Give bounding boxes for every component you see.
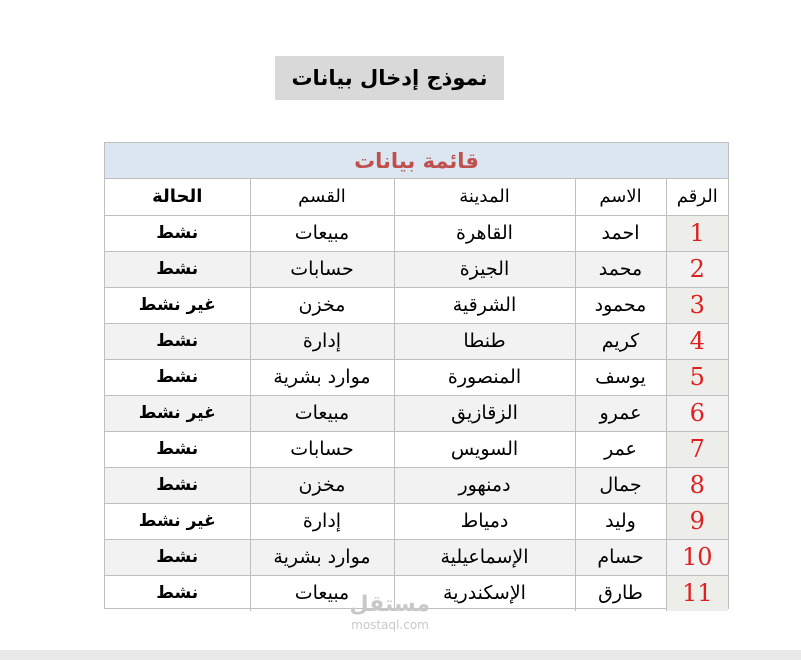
table-row: [105, 323, 728, 359]
cell-city: السويس: [394, 431, 575, 467]
cell-name: عمرو: [575, 395, 666, 431]
table-caption: قائمة بيانات: [105, 143, 728, 179]
cell-city: طنطا: [394, 323, 575, 359]
header-number: الرقم: [666, 179, 728, 215]
cell-name: حسام: [575, 539, 666, 575]
cell-city: الإسكندرية: [394, 575, 575, 611]
cell-name: محمود: [575, 287, 666, 323]
cell-department: مخزن: [250, 467, 394, 503]
cell-number: 8: [666, 467, 728, 503]
cell-status: غير نشط: [105, 287, 250, 323]
cell-city: الشرقية: [394, 287, 575, 323]
cell-name: محمد: [575, 251, 666, 287]
table-row: [105, 431, 728, 467]
watermark-arabic: مستقل: [349, 592, 430, 617]
header-status: الحالة: [105, 179, 250, 215]
cell-number: 9: [666, 503, 728, 539]
cell-name: يوسف: [575, 359, 666, 395]
cell-department: موارد بشرية: [250, 359, 394, 395]
cell-name: طارق: [575, 575, 666, 611]
cell-department: موارد بشرية: [250, 539, 394, 575]
cell-department: حسابات: [250, 251, 394, 287]
table-row: [105, 251, 728, 287]
cell-city: الإسماعيلية: [394, 539, 575, 575]
cell-status: نشط: [105, 215, 250, 251]
table-row: [105, 575, 728, 611]
table-row: [105, 395, 728, 431]
page-bottom-edge: [0, 650, 801, 660]
cell-number: 2: [666, 251, 728, 287]
cell-city: دمياط: [394, 503, 575, 539]
cell-status: نشط: [105, 323, 250, 359]
cell-city: الزقازيق: [394, 395, 575, 431]
cell-status: غير نشط: [105, 395, 250, 431]
cell-name: جمال: [575, 467, 666, 503]
header-name: الاسم: [575, 179, 666, 215]
cell-number: 7: [666, 431, 728, 467]
data-grid: [105, 179, 728, 611]
cell-department: حسابات: [250, 431, 394, 467]
cell-number: 11: [666, 575, 728, 611]
cell-city: دمنهور: [394, 467, 575, 503]
cell-name: كريم: [575, 323, 666, 359]
cell-status: غير نشط: [105, 503, 250, 539]
cell-city: المنصورة: [394, 359, 575, 395]
cell-name: عمر: [575, 431, 666, 467]
cell-city: القاهرة: [394, 215, 575, 251]
table-row: [105, 467, 728, 503]
cell-department: إدارة: [250, 503, 394, 539]
data-table: [104, 142, 729, 609]
cell-department: مبيعات: [250, 575, 394, 611]
cell-number: 4: [666, 323, 728, 359]
table-row: [105, 503, 728, 539]
table-row: [105, 215, 728, 251]
cell-number: 6: [666, 395, 728, 431]
cell-status: نشط: [105, 431, 250, 467]
cell-status: نشط: [105, 467, 250, 503]
cell-status: نشط: [105, 359, 250, 395]
cell-city: الجيزة: [394, 251, 575, 287]
table-row: [105, 287, 728, 323]
cell-department: إدارة: [250, 323, 394, 359]
header-row: [105, 179, 728, 215]
cell-department: مبيعات: [250, 395, 394, 431]
watermark-latin: mostaql.com: [351, 618, 429, 632]
cell-name: وليد: [575, 503, 666, 539]
header-city: المدينة: [394, 179, 575, 215]
cell-status: نشط: [105, 539, 250, 575]
cell-department: مخزن: [250, 287, 394, 323]
cell-department: مبيعات: [250, 215, 394, 251]
header-department: القسم: [250, 179, 394, 215]
cell-name: احمد: [575, 215, 666, 251]
cell-number: 3: [666, 287, 728, 323]
cell-status: نشط: [105, 575, 250, 611]
cell-number: 10: [666, 539, 728, 575]
cell-number: 5: [666, 359, 728, 395]
table-row: [105, 539, 728, 575]
cell-number: 1: [666, 215, 728, 251]
table-row: [105, 359, 728, 395]
form-title: نموذج إدخال بيانات: [275, 56, 504, 100]
cell-status: نشط: [105, 251, 250, 287]
